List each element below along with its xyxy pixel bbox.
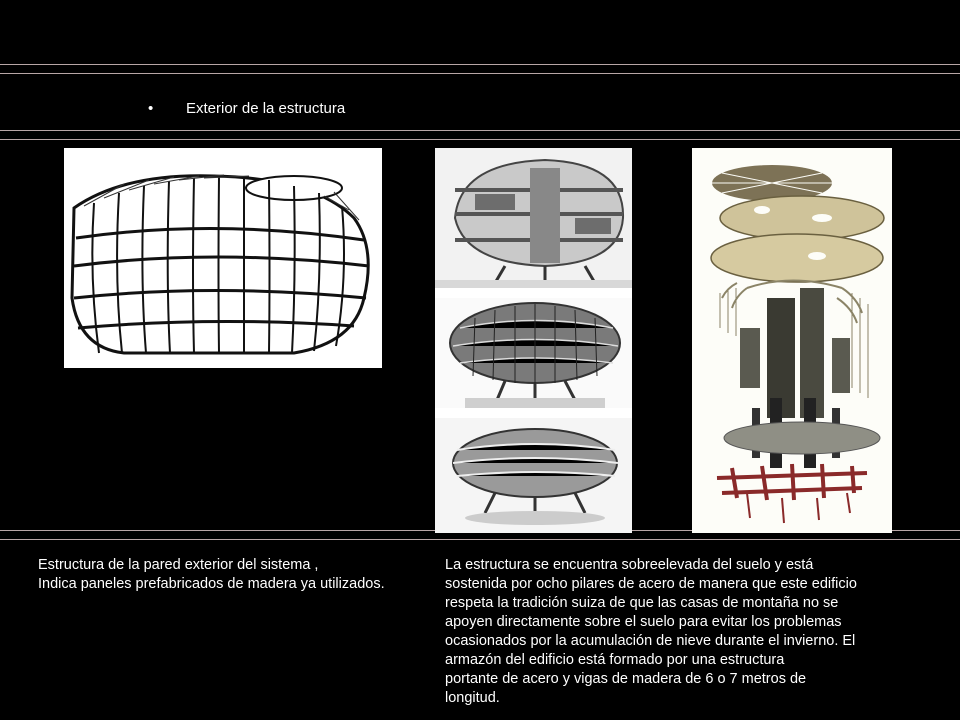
exploded-structure-icon xyxy=(692,148,892,533)
caption-line: La estructura se encuentra sobreelevada del suelo y está xyxy=(445,557,814,573)
bullet-icon: • xyxy=(148,100,154,117)
wall-structure-caption xyxy=(38,556,428,594)
bottom-rule-2 xyxy=(0,539,960,540)
caption-line: portante de acero y vigas de madera de 6 o 7 metros de xyxy=(445,671,807,687)
bullet-heading xyxy=(148,100,345,117)
caption-line: apoyen directamente sobre el suelo para evitar los problemas xyxy=(445,614,842,630)
mid-rule-2 xyxy=(0,139,960,140)
caption-line: ocasionados por la acumulación de nieve durante el invierno. El xyxy=(445,633,856,649)
caption-line: longitud. xyxy=(445,690,500,706)
timber-shell-figure xyxy=(64,148,382,368)
support-structure-caption xyxy=(445,556,950,708)
top-rule-1 xyxy=(0,64,960,65)
top-rule-2 xyxy=(0,73,960,74)
building-renders-figure xyxy=(435,148,632,533)
caption-line: sostenida por ocho pilares de acero de manera que este edificio xyxy=(445,576,857,592)
caption-line: Indica paneles prefabricados de madera ya utilizados. xyxy=(38,576,385,592)
exploded-axonometric-figure xyxy=(692,148,892,533)
bullet-text: Exterior de la estructura xyxy=(186,100,346,117)
shell-wireframe-icon xyxy=(64,148,382,368)
building-render-stack-icon xyxy=(435,148,632,533)
caption-line: respeta la tradición suiza de que las casas de montaña no se xyxy=(445,595,839,611)
caption-line: armazón del edificio está formado por una estructura xyxy=(445,652,785,668)
caption-line: Estructura de la pared exterior del sistema , xyxy=(38,557,319,573)
mid-rule-1 xyxy=(0,130,960,131)
